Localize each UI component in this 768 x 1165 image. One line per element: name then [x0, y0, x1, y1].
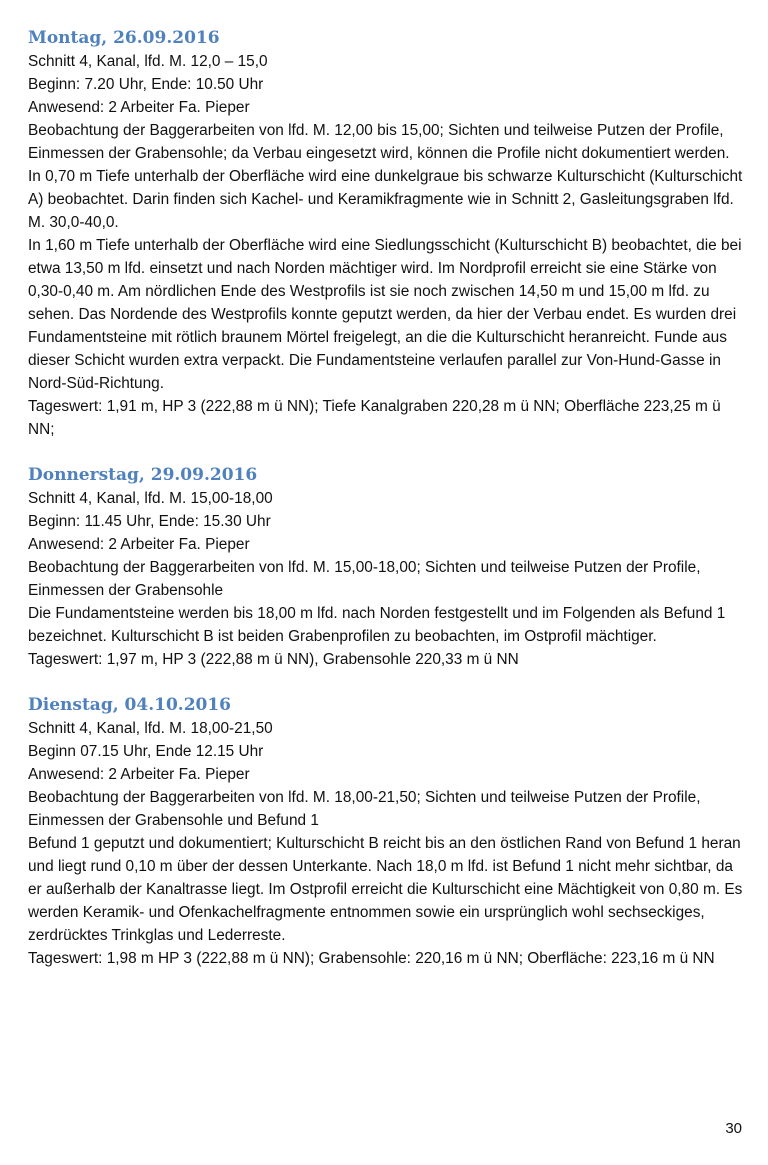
entry-date: Dienstag, 04.10.2016 [28, 695, 232, 715]
entry-attendees: Anwesend: 2 Arbeiter Fa. Pieper [28, 536, 250, 553]
entry-time: Beginn: 11.45 Uhr, Ende: 15.30 Uhr [28, 513, 271, 530]
entry-paragraph: In 0,70 m Tiefe unterhalb der Oberfläche wird eine dunkelgraue bis schwarze Kulturschicht (Kulturschicht A) beobachtet. Darin finden sich Kachel- und Keramikfragmente wie in Schnitt 2, Gasleitungsgraben lfd. M. 30,0-40,0. [28, 168, 743, 231]
entry-paragraph: Befund 1 geputzt und dokumentiert; Kulturschicht B reicht bis an den östlichen Rand von Befund 1 heran und liegt rund 0,10 m über der dessen Unterkante. Nach 18,0 m lfd. ist Befund 1 nicht mehr sichtbar, da er außerhalb der Kanaltrasse liegt. Im Ostprofil erreicht die Kulturschicht eine Mächtigkeit von 0,80 m. Es werden Keramik- und Ofenkachelfragmente entnommen sowie ein ursprünglich wohl sechseckiges, zerdrücktes Trinkglas und Lederreste. [28, 835, 743, 944]
entry-daily-value: Tageswert: 1,98 m HP 3 (222,88 m ü NN); Grabensohle: 220,16 m ü NN; Oberfläche: 223,16 m ü NN [28, 950, 715, 967]
page-number: 30 [725, 1120, 742, 1137]
entry-daily-value: Tageswert: 1,91 m, HP 3 (222,88 m ü NN); Tiefe Kanalgraben 220,28 m ü NN; Oberfläche 223,25 m ü NN; [28, 398, 721, 438]
entry-donnerstag [28, 464, 748, 671]
entry-paragraph: Beobachtung der Baggerarbeiten von lfd. M. 12,00 bis 15,00; Sichten und teilweise Putzen der Profile, Einmessen der Grabensohle; da Verbau eingesetzt wird, können die Profile nicht dokumentiert werden. [28, 122, 730, 162]
entry-location: Schnitt 4, Kanal, lfd. M. 18,00-21,50 [28, 720, 273, 737]
entry-montag [28, 27, 748, 441]
entry-location: Schnitt 4, Kanal, lfd. M. 15,00-18,00 [28, 490, 273, 507]
entry-daily-value: Tageswert: 1,97 m, HP 3 (222,88 m ü NN), Grabensohle 220,33 m ü NN [28, 651, 519, 668]
entry-date: Donnerstag, 29.09.2016 [28, 465, 258, 485]
entry-date: Montag, 26.09.2016 [28, 28, 220, 48]
entry-paragraph: Beobachtung der Baggerarbeiten von lfd. M. 15,00-18,00; Sichten und teilweise Putzen der Profile, Einmessen der Grabensohle [28, 559, 701, 599]
entry-attendees: Anwesend: 2 Arbeiter Fa. Pieper [28, 99, 250, 116]
entry-paragraph: Beobachtung der Baggerarbeiten von lfd. M. 18,00-21,50; Sichten und teilweise Putzen der Profile, Einmessen der Grabensohle und Befund 1 [28, 789, 701, 829]
entry-location: Schnitt 4, Kanal, lfd. M. 12,0 – 15,0 [28, 53, 268, 70]
entry-time: Beginn: 7.20 Uhr, Ende: 10.50 Uhr [28, 76, 264, 93]
entry-time: Beginn 07.15 Uhr, Ende 12.15 Uhr [28, 743, 264, 760]
entry-paragraph: In 1,60 m Tiefe unterhalb der Oberfläche wird eine Siedlungsschicht (Kulturschicht B) beobachtet, die bei etwa 13,50 m lfd. einsetzt und nach Norden mächtiger wird. Im Nordprofil erreicht sie eine Stärke von 0,30-0,40 m. Am nördlichen Ende des Westprofils ist sie noch zwischen 14,50 m und 15,00 m lfd. zu sehen. Das Nordende des Westprofils konnte geputzt werden, da hier der Verbau endet. Es wurden drei Fundamentsteine mit rötlich braunem Mörtel freigelegt, an die die Kulturschicht heranreicht. Funde aus dieser Schicht wurden extra verpackt. Die Fundamentsteine verlaufen parallel zur Von-Hund-Gasse in Nord-Süd-Richtung. [28, 237, 742, 392]
document-page [28, 27, 748, 993]
entry-attendees: Anwesend: 2 Arbeiter Fa. Pieper [28, 766, 250, 783]
entry-dienstag [28, 694, 748, 970]
entry-paragraph: Die Fundamentsteine werden bis 18,00 m lfd. nach Norden festgestellt und im Folgenden als Befund 1 bezeichnet. Kulturschicht B ist beiden Grabenprofilen zu beobachten, im Ostprofil mächtiger. [28, 605, 726, 645]
